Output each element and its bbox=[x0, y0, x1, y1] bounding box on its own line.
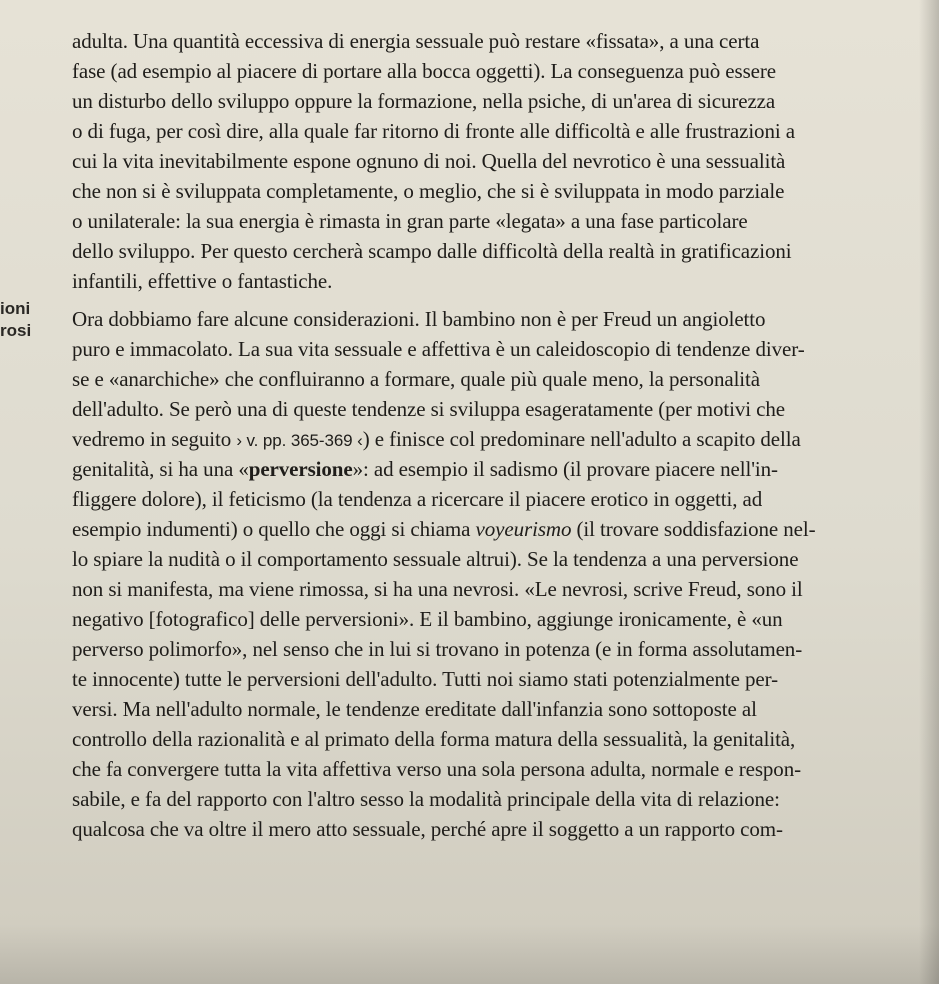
text-line: non si manifesta, ma viene rimossa, si ha una nevrosi. «Le nevrosi, scrive Freud, sono il bbox=[72, 577, 803, 601]
text-line-with-term bbox=[72, 454, 912, 484]
text-line: puro e immacolato. La sua vita sessuale e affettiva è un caleidoscopio di tendenze diver- bbox=[72, 337, 805, 361]
key-term-perversione: perversione bbox=[248, 457, 353, 481]
body-text bbox=[72, 26, 912, 844]
margin-note bbox=[0, 298, 48, 342]
paragraph-1 bbox=[72, 26, 912, 296]
text-line: perverso polimorfo», nel senso che in lui si trovano in potenza (e in forma assolutamen- bbox=[72, 637, 803, 661]
text-line: o di fuga, per così dire, alla quale far ritorno di fronte alle difficoltà e alle frustrazioni a bbox=[72, 119, 795, 143]
text-line: adulta. Una quantità eccessiva di energia sessuale può restare «fissata», a una certa bbox=[72, 29, 760, 53]
text-line: te innocente) tutte le perversioni dell'adulto. Tutti noi siamo stati potenzialmente per- bbox=[72, 667, 778, 691]
text-line: cui la vita inevitabilmente espone ognuno di noi. Quella del nevrotico è una sessualità bbox=[72, 149, 786, 173]
text-line: fliggere dolore), il feticismo (la tendenza a ricercare il piacere erotico in oggetti, ad bbox=[72, 487, 763, 511]
text-segment: genitalità, si ha una « bbox=[72, 457, 249, 481]
text-line: dell'adulto. Se però una di queste tendenze si sviluppa esageratamente (per motivi che bbox=[72, 397, 786, 421]
paragraph-2 bbox=[72, 304, 912, 844]
text-line-with-italic bbox=[72, 514, 912, 544]
text-line: lo spiare la nudità o il comportamento sessuale altrui). Se la tendenza a una perversione bbox=[72, 547, 799, 571]
margin-note-line-1: ioni bbox=[0, 299, 31, 318]
text-line: fase (ad esempio al piacere di portare alla bocca oggetti). La conseguenza può essere bbox=[72, 59, 776, 83]
italic-term-voyeurismo: voyeurismo bbox=[475, 517, 572, 541]
text-line: sabile, e fa del rapporto con l'altro sesso la modalità principale della vita di relazione: bbox=[72, 787, 780, 811]
text-line: controllo della razionalità e al primato della forma matura della sessualità, la genitalità, bbox=[72, 727, 796, 751]
text-segment: ) e finisce col predominare nell'adulto a scapito della bbox=[362, 427, 801, 451]
page-edge-shadow bbox=[919, 0, 939, 984]
text-segment: (il trovare soddisfazione nel- bbox=[571, 517, 816, 541]
text-line: che fa convergere tutta la vita affettiva verso una sola persona adulta, normale e respon- bbox=[72, 757, 801, 781]
text-line: se e «anarchiche» che confluiranno a formare, quale più quale meno, la personalità bbox=[72, 367, 760, 391]
cross-reference-link[interactable]: › v. pp. 365-369 ‹ bbox=[236, 431, 363, 450]
text-line: infantili, effettive o fantastiche. bbox=[72, 269, 333, 293]
text-line: che non si è sviluppata completamente, o meglio, che si è sviluppata in modo parziale bbox=[72, 179, 785, 203]
text-line: Ora dobbiamo fare alcune considerazioni. Il bambino non è per Freud un angioletto bbox=[72, 307, 766, 331]
text-line: negativo [fotografico] delle perversioni». E il bambino, aggiunge ironicamente, è «un bbox=[72, 607, 783, 631]
text-line: un disturbo dello sviluppo oppure la formazione, nella psiche, di un'area di sicurezza bbox=[72, 89, 776, 113]
text-line: versi. Ma nell'adulto normale, le tendenze ereditate dall'infanzia sono sottoposte al bbox=[72, 697, 757, 721]
margin-note-line-2: rosi bbox=[0, 321, 32, 340]
page-bottom-shadow bbox=[0, 924, 939, 984]
text-segment: vedremo in seguito bbox=[72, 427, 237, 451]
text-segment: »: ad esempio il sadismo (il provare piacere nell'in- bbox=[352, 457, 778, 481]
text-line: o unilaterale: la sua energia è rimasta in gran parte «legata» a una fase particolare bbox=[72, 209, 748, 233]
text-line: qualcosa che va oltre il mero atto sessuale, perché apre il soggetto a un rapporto com- bbox=[72, 817, 783, 841]
text-segment: esempio indumenti) o quello che oggi si chiama bbox=[72, 517, 476, 541]
text-line: dello sviluppo. Per questo cercherà scampo dalle difficoltà della realtà in gratificazioni bbox=[72, 239, 792, 263]
text-line-with-reference bbox=[72, 424, 912, 454]
